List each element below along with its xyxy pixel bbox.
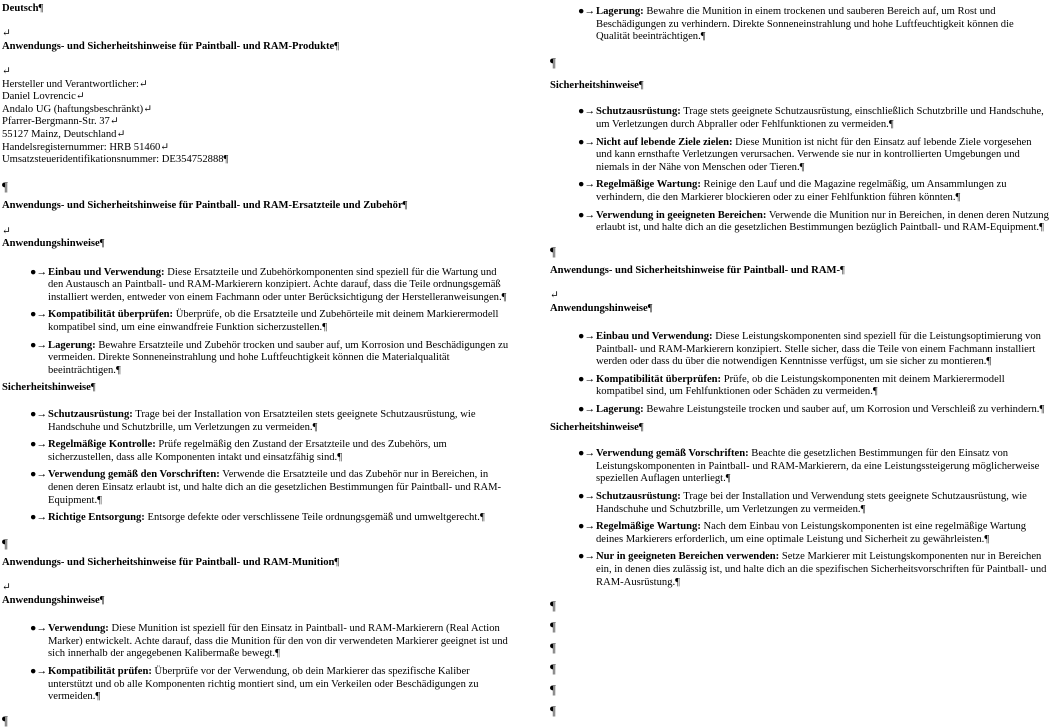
usage-list <box>2 267 510 378</box>
empty-paragraph: ¶ <box>550 619 556 635</box>
performance-usage-list <box>550 331 1050 417</box>
list-item[interactable]: ●→ Lagerung: Bewahre Ersatzteile und Zubehör trocken und sauber auf, um Korrosion und Beschädigungen zu vermeiden. Direkte Sonneneinstrahlung und hohe Luftfeuchtigkeit können die Materialqualität beeinträchtigen.¶ <box>30 339 509 376</box>
title-ammunition[interactable]: Anwendungs- und Sicherheitshinweise für Paintball- und RAM-Munition¶ <box>2 556 340 568</box>
list-item[interactable]: ●→ Lagerung: Bewahre Leistungsteile trocken und sauber auf, um Korrosion und Verschleiß zu verhindern.¶ <box>578 404 1045 416</box>
list-item[interactable]: ●→ Lagerung: Bewahre die Munition in einem trockenen und sauberen Bereich auf, um Rost und Beschädigungen zu verhindern. Direkte Sonneneinstrahlung und hohe Luftfeuchtigkeit können die Qualität beeinträchtigen.¶ <box>578 6 1014 43</box>
list-item[interactable]: ●→ Verwendung in geeigneten Bereichen: Verwende die Munition nur in Bereichen, in denen deren Nutzung erlaubt ist, und halte dich an die gesetzlichen Bestimmungen bezüglich Paintball- und RAM-Equipment.¶ <box>578 209 1049 234</box>
safety-heading-ammo[interactable]: Sicherheitshinweise¶ <box>550 79 644 91</box>
ammo-storage-list <box>550 6 1050 44</box>
left-column: Deutsch¶ ↵ Anwendungs- und Sicherheitshinweise für Paintball- und RAM-Produkte¶ ↵ Hersteller und Verantwortlicher:↵ Daniel Lovrencic↵ Andalo UG (haftungsbeschränkt)↵ Pfarrer-Bergmann-Str. 37↵ 55127 Mainz, Deutschland↵ Handelsregisternummer: HRB 51460↵ Umsatzsteueridentifikationsnummer: DE354752888¶ ¶ Anwendungs- und Sicherheitshinweise für Paintball- und RAM-Ersatzteile und Zubehör¶ ↵ Anwendungshinweise¶ ●→ Einbau und Verwendung: Diese Ersatzteile und Zubehörkomponenten sind speziell für die Wartung und den Austausch an Paintball- und RAM-Markierern konzipiert. Achte darauf, dass die Teile ordnungsgemäß installiert werden, entweder von einem Fachmann oder unter Berücksichtigung der Herstelleranweisungen.¶ ●→ Kompatibilität überprüfen: Überprüfe, ob die Ersatzteile und Zubehörteile mit deinem Markierermodell kompatibel sind, um eine einwandfreie Funktion sicherzustellen.¶ ●→ Lagerung: Bewahre Ersatzteile und Zubehör trocken und sauber auf, um Korrosion und Beschädigungen zu vermeiden. Direkte Sonneneinstrahlung und hohe Luftfeuchtigkeit können die Materialqualität beeinträchtigen.¶ Sicherheitshinweise¶ ●→ Schutzausrüstung: Trage bei der Installation von Ersatzteilen stets geeignete Schutzausrüstung, wie Handschuhe und Schutzbrille, um Verletzungen zu vermeiden.¶ ●→ Regelmäßige Kontrolle: Prüfe regelmäßig den Zustand der Ersatzteile und des Zubehörs, um sicherzustellen, dass alle Komponenten intakt und einsatzfähig sind.¶ ●→ Verwendung gemäß den Vorschriften: Verwende die Ersatzteile und das Zubehör nur in Bereichen, in denen deren Einsatz erlaubt ist, und halte dich an die gesetzlichen Bestimmungen für Paintball- und RAM-Equipment.¶ ●→ Richtige Entsorgung: Entsorge defekte oder verschlissene Teile ordnungsgemäß und umweltgerecht.¶ ¶ Anwendungs- und Sicherheitshinweise für Paintball- und RAM-Munition¶ ↵ Anwendungshinweise¶ ●→ Verwendung: Diese Munition ist speziell für den Einsatz in Paintball- und RAM-Markierern (Real Action Marker) entwickelt. Achte darauf, dass die Munition für den von dir verwendeten Markierer geeignet ist und sich innerhalb der angegebenen Kalibermaße bewegt.¶ ●→ Kompatibilität prüfen: Überprüfe vor der Verwendung, ob dein Markierer das spezifische Kaliber unterstützt und ob alle Komponenten richtig montiert sind, um ein Verkeilen oder Beschädigungen zu vermeiden.¶ ¶ <box>2 3 509 728</box>
list-item[interactable]: ●→ Nicht auf lebende Ziele zielen: Diese Munition ist nicht für den Einsatz auf lebende Ziele vorgesehen und kann ernsthafte Verletzungen verursachen. Verwende sie nur in kontrollierten Umgebungen und niemals in der Nähe von Menschen oder Tieren.¶ <box>578 136 1032 173</box>
usage-heading-ammo[interactable]: Anwendungshinweise¶ <box>2 594 105 606</box>
list-item[interactable]: ●→ Schutzausrüstung: Trage stets geeignete Schutzausrüstung, einschließlich Schutzbrille und Handschuhe, um Verletzungen durch Abpraller oder Fehlfunktionen zu vermeiden.¶ <box>578 106 1044 130</box>
language-heading[interactable]: Deutsch¶ <box>2 3 44 14</box>
list-item[interactable]: ●→ Regelmäßige Wartung: Nach dem Einbau von Leistungskomponenten ist eine regelmäßige Wartung deines Markierers erforderlich, um eine optimale Leistung und Sicherheit zu gewährleisten.¶ <box>578 521 1027 545</box>
title-performance[interactable]: Anwendungs- und Sicherheitshinweise für Paintball- und RAM-¶ <box>550 264 845 276</box>
list-item[interactable]: ●→ Regelmäßige Wartung: Reinige den Lauf und die Magazine regelmäßig, um Ansammlungen zu verhindern, die den Markierer blockieren oder zu einer Fehlfunktion führen könnten.¶ <box>578 179 1007 203</box>
empty-paragraph: ¶ <box>550 640 556 656</box>
empty-paragraph: ¶ <box>550 598 556 614</box>
list-item[interactable]: ●→ Schutzausrüstung: Trage bei der Installation von Ersatzteilen stets geeignete Schutzausrüstung, wie Handschuhe und Schutzbrille, um Verletzungen zu vermeiden.¶ <box>30 409 476 433</box>
performance-safety-list <box>550 448 1050 589</box>
list-item[interactable]: ●→ Kompatibilität überprüfen: Prüfe, ob die Leistungskomponenten mit deinem Markierermodell kompatibel sind, um Fehlfunktionen oder Schäden zu vermeiden.¶ <box>578 373 1005 398</box>
title-products[interactable]: Anwendungs- und Sicherheitshinweise für Paintball- und RAM-Produkte¶ <box>2 40 340 52</box>
right-column: ●→ Lagerung: Bewahre die Munition in einem trockenen und sauberen Bereich auf, um Rost und Beschädigungen zu verhindern. Direkte Sonneneinstrahlung und hohe Luftfeuchtigkeit können die Qualität beeinträchtigen.¶ ¶ Sicherheitshinweise¶ ●→ Schutzausrüstung: Trage stets geeignete Schutzausrüstung, einschließlich Schutzbrille und Handschuhe, um Verletzungen durch Abpraller oder Fehlfunktionen zu vermeiden.¶ ●→ Nicht auf lebende Ziele zielen: Diese Munition ist nicht für den Einsatz auf lebende Ziele vorgesehen und kann ernsthafte Verletzungen verursachen. Verwende sie nur in kontrollierten Umgebungen und niemals in der Nähe von Menschen oder Tieren.¶ ●→ Regelmäßige Wartung: Reinige den Lauf und die Magazine regelmäßig, um Ansammlungen zu verhindern, die den Markierer blockieren oder zu einer Fehlfunktion führen könnten.¶ ●→ Verwendung in geeigneten Bereichen: Verwende die Munition nur in Bereichen, in denen deren Nutzung erlaubt ist, und halte dich an die gesetzlichen Bestimmungen bezüglich Paintball- und RAM-Equipment.¶ ¶ Anwendungs- und Sicherheitshinweise für Paintball- und RAM-¶ ↵ Anwendungshinweise¶ ●→ Einbau und Verwendung: Diese Leistungskomponenten sind speziell für die Leistungsoptimierung von Paintball- und RAM-Markierern konzipiert. Stelle sicher, dass die Teile von einem Fachmann installiert werden oder dass du über die notwendigen Kenntnisse verfügst, um sie sicher zu montieren.¶ ●→ Kompatibilität überprüfen: Prüfe, ob die Leistungskomponenten mit deinem Markierermodell kompatibel sind, um Fehlfunktionen oder Schäden zu vermeiden.¶ ●→ Lagerung: Bewahre Leistungsteile trocken und sauber auf, um Korrosion und Verschleiß zu verhindern.¶ Sicherheitshinweise¶ ●→ Verwendung gemäß Vorschriften: Beachte die gesetzlichen Bestimmungen für den Einsatz von Leistungskomponenten in Paintball- und RAM-Markierern, da eine Leistungssteigerung möglicherweise speziellen Auflagen unterliegt.¶ ●→ Schutzausrüstung: Trage bei der Installation und Verwendung stets geeignete Schutzausrüstung, wie Handschuhe und Schutzbrille, um Verletzungen zu vermeiden.¶ ●→ Regelmäßige Wartung: Nach dem Einbau von Leistungskomponenten ist eine regelmäßige Wartung deines Markierers erforderlich, um eine optimale Leistung und Sicherheit zu gewährleisten.¶ ●→ Nur in geeigneten Bereichen verwenden: Setze Markierer mit Leistungskomponenten nur in Bereichen ein, in denen dies zulässig ist, und halte dich an die spezifischen Sicherheitsvorschriften für Paintball- und RAM-Ausrüstung.¶ ¶ ¶ ¶ ¶ ¶ ¶ <box>550 6 1049 719</box>
safety-list <box>2 409 510 525</box>
ammo-safety-list <box>550 106 1050 234</box>
list-item[interactable]: ●→ Kompatibilität prüfen: Überprüfe vor der Verwendung, ob dein Markierer das spezifische Kaliber unterstützt und ob alle Komponenten richtig montiert sind, um ein Verkeilen oder Beschädigungen zu vermeiden.¶ <box>30 665 479 703</box>
list-item[interactable]: ●→ Verwendung: Diese Munition ist speziell für den Einsatz in Paintball- und RAM-Markierern (Real Action Marker) entwickelt. Achte darauf, dass die Munition für den von dir verwendeten Markierer geeignet ist und sich innerhalb der angegebenen Kalibermaße bewegt.¶ <box>30 623 508 660</box>
list-item[interactable]: ●→ Einbau und Verwendung: Diese Leistungskomponenten sind speziell für die Leistungsoptimierung von Paintball- und RAM-Markierern konzipiert. Stelle sicher, dass die Teile von einem Fachmann installiert werden oder dass du über die notwendigen Kenntnisse verfügst, um sie sicher zu montieren.¶ <box>578 331 1041 368</box>
list-item[interactable]: ●→ Richtige Entsorgung: Entsorge defekte oder verschlissene Teile ordnungsgemäß und umweltgerecht.¶ <box>30 512 485 524</box>
empty-paragraph: ¶ <box>550 682 556 698</box>
usage-heading-performance[interactable]: Anwendungshinweise¶ <box>550 302 653 314</box>
safety-heading-performance[interactable]: Sicherheitshinweise¶ <box>550 421 644 433</box>
list-item[interactable]: ●→ Schutzausrüstung: Trage bei der Installation und Verwendung stets geeignete Schutzausrüstung, wie Handschuhe und Schutzbrille, um Verletzungen zu vermeiden.¶ <box>578 491 1027 515</box>
list-item[interactable]: ●→ Regelmäßige Kontrolle: Prüfe regelmäßig den Zustand der Ersatzteile und des Zubehörs, um sicherzustellen, dass alle Komponenten intakt und einsatzfähig sind.¶ <box>30 439 447 463</box>
list-item[interactable]: ●→ Einbau und Verwendung: Diese Ersatzteile und Zubehörkomponenten sind speziell für die Wartung und den Austausch an Paintball- und RAM-Markierern konzipiert. Achte darauf, dass die Teile ordnungsgemäß installiert werden, entweder von einem Fachmann oder unter Berücksichtigung der Herstelleranweisungen.¶ <box>30 266 507 303</box>
list-item[interactable]: ●→ Verwendung gemäß den Vorschriften: Verwende die Ersatzteile und das Zubehör nur in Bereichen, in denen deren Einsatz erlaubt ist, und halte dich an die gesetzlichen Bestimmungen für Paintball- und RAM-Equipment.¶ <box>30 469 502 506</box>
ammo-usage-list <box>2 623 510 704</box>
manufacturer-block[interactable]: Hersteller und Verantwortlicher:↵ Daniel Lovrencic↵ Andalo UG (haftungsbeschränkt)↵ Pfarrer-Bergmann-Str. 37↵ 55127 Mainz, Deutschland↵ Handelsregisternummer: HRB 51460↵ Umsatzsteueridentifikationsnummer: DE354752888¶ <box>2 78 229 166</box>
title-spare-parts[interactable]: Anwendungs- und Sicherheitshinweise für Paintball- und RAM-Ersatzteile und Zubehör¶ <box>2 200 408 212</box>
list-item[interactable]: ●→ Kompatibilität überprüfen: Überprüfe, ob die Ersatzteile und Zubehörteile mit deinem Markierermodell kompatibel sind, um eine einwandfreie Funktion sicherzustellen.¶ <box>30 309 499 334</box>
empty-paragraph: ¶ <box>550 703 556 719</box>
list-item[interactable]: ●→ Nur in geeigneten Bereichen verwenden: Setze Markierer mit Leistungskomponenten nur in Bereichen ein, in denen dies zulässig ist, und halte dich an die spezifischen Sicherheitsvorschriften für Paintball- und RAM-Ausrüstung.¶ <box>578 551 1047 588</box>
empty-paragraph: ¶ <box>550 661 556 677</box>
list-item[interactable]: ●→ Verwendung gemäß Vorschriften: Beachte die gesetzlichen Bestimmungen für den Einsatz von Leistungskomponenten in Paintball- und RAM-Markierern, da eine Leistungssteigerung möglicherweise speziellen Auflagen unterliegt.¶ <box>578 448 1040 485</box>
safety-heading[interactable]: Sicherheitshinweise¶ <box>2 382 96 394</box>
usage-heading[interactable]: Anwendungshinweise¶ <box>2 238 105 250</box>
